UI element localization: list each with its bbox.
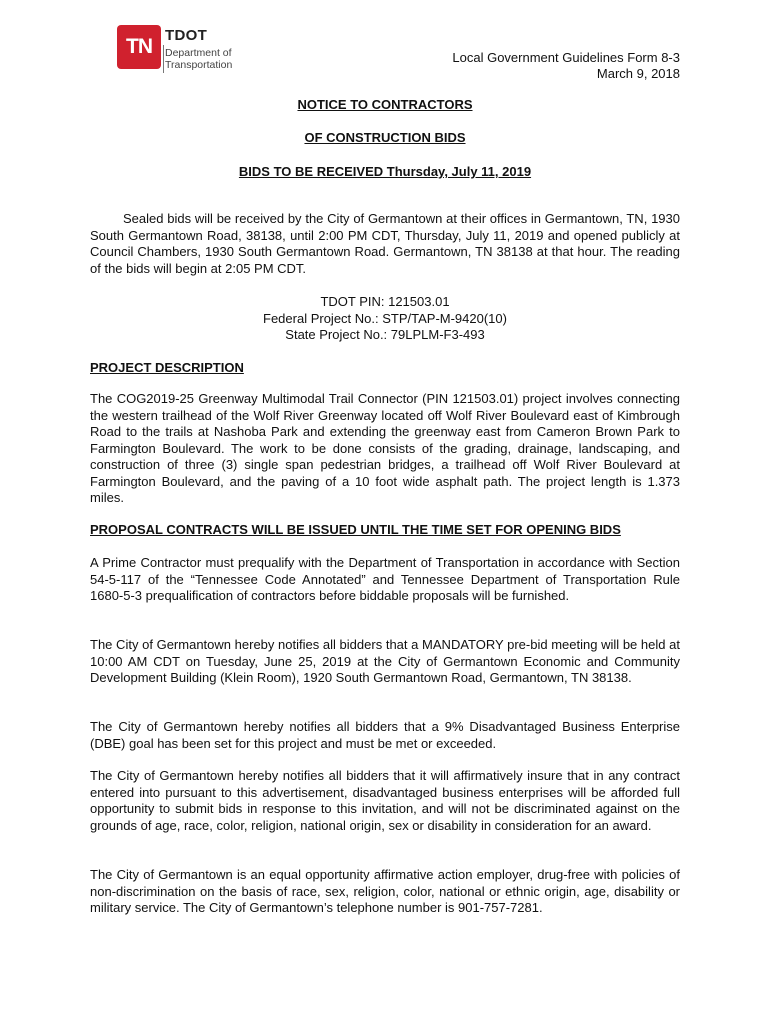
- proposal-heading: PROPOSAL CONTRACTS WILL BE ISSUED UNTIL THE TIME SET FOR OPENING BIDS: [90, 522, 621, 537]
- project-description-text: The COG2019-25 Greenway Multimodal Trail Connector (PIN 121503.01) project involves connecting the western trailhead of the Wolf River Greenway located off Wolf River Boulevard east of Kimbrough Road to the trails at Nashoba Park and extending the greenway east from Cameron Brown Park to Farmington Boulevard. The work to be done consists of the grading, drainage, landscaping, and construction of three (3) single span pedestrian bridges, a trailhead off Wolf River Boulevard at Farmington Boulevard, and the paving of a 10 foot wide asphalt path. The project length is 1.373 miles.: [90, 391, 680, 505]
- state-project-no: State Project No.: 79LPLM-F3-493: [285, 327, 485, 342]
- notice-subtitle: OF CONSTRUCTION BIDS: [304, 130, 466, 145]
- logo-transportation-line: Transportation: [165, 59, 233, 71]
- prequalification-paragraph: A Prime Contractor must prequalify with the Department of Transportation in accordance with Section 54-5-117 of the “Tennessee Code Annotated” and Tennessee Department of Transportation Rule 1680-5-3 prequalification of contractors before biddable proposals will be furnished.: [90, 555, 680, 603]
- dbe-goal-paragraph: The City of Germantown hereby notifies all bidders that a 9% Disadvantaged Business Enterprise (DBE) goal has been set for this project and must be met or exceeded.: [90, 719, 680, 751]
- equal-opportunity-paragraph: The City of Germantown is an equal opportunity affirmative action employer, drug-free with policies of non-discrimination on the basis of race, sex, religion, color, national or ethnic origin, age, disability or military service. The City of Germantown’s telephone number is 901-757-7281.: [90, 867, 680, 915]
- form-name: Local Government Guidelines Form 8-3: [452, 50, 680, 65]
- tdot-logo: [117, 25, 237, 77]
- form-date: March 9, 2018: [596, 66, 680, 81]
- tdot-pin: TDOT PIN: 121503.01: [320, 294, 450, 309]
- prebid-meeting-paragraph: The City of Germantown hereby notifies all bidders that a MANDATORY pre-bid meeting will be held at 10:00 AM CDT on Tuesday, June 25, 2019 at the City of Germantown Economic and Community Development Building (Klein Room), 1920 South Germantown Road, Germantown, TN 38138.: [90, 637, 680, 685]
- logo-department-line: Department of: [165, 47, 232, 59]
- federal-project-no: Federal Project No.: STP/TAP-M-9420(10): [263, 310, 507, 326]
- logo-divider: [163, 45, 164, 73]
- project-ids: [90, 294, 680, 344]
- intro-paragraph: Sealed bids will be received by the City of Germantown at their offices in Germantown, TN, 1930 South Germantown Road, 38138, until 2:00 PM CDT, Thursday, July 11, 2019 and opened publicly at Council Chambers, 1930 South Germantown Road. Germantown, TN 38138 at that hour. The reading of the bids will begin at 2:05 PM CDT.: [90, 211, 680, 276]
- project-description-heading: PROJECT DESCRIPTION: [90, 360, 244, 375]
- tn-badge-text: TN: [126, 35, 152, 58]
- notice-title: NOTICE TO CONTRACTORS: [297, 97, 473, 112]
- logo-brand: TDOT: [165, 27, 208, 44]
- affirmative-insure-paragraph: The City of Germantown hereby notifies all bidders that it will affirmatively insure that in any contract entered into pursuant to this advertisement, disadvantaged business enterprises will be afforded full opportunity to submit bids in response to this invitation, and will not be discriminated against on the grounds of age, race, color, religion, national origin, sex or disability in consideration for an award.: [90, 768, 680, 833]
- bids-received-date: BIDS TO BE RECEIVED Thursday, July 11, 2019: [238, 164, 532, 179]
